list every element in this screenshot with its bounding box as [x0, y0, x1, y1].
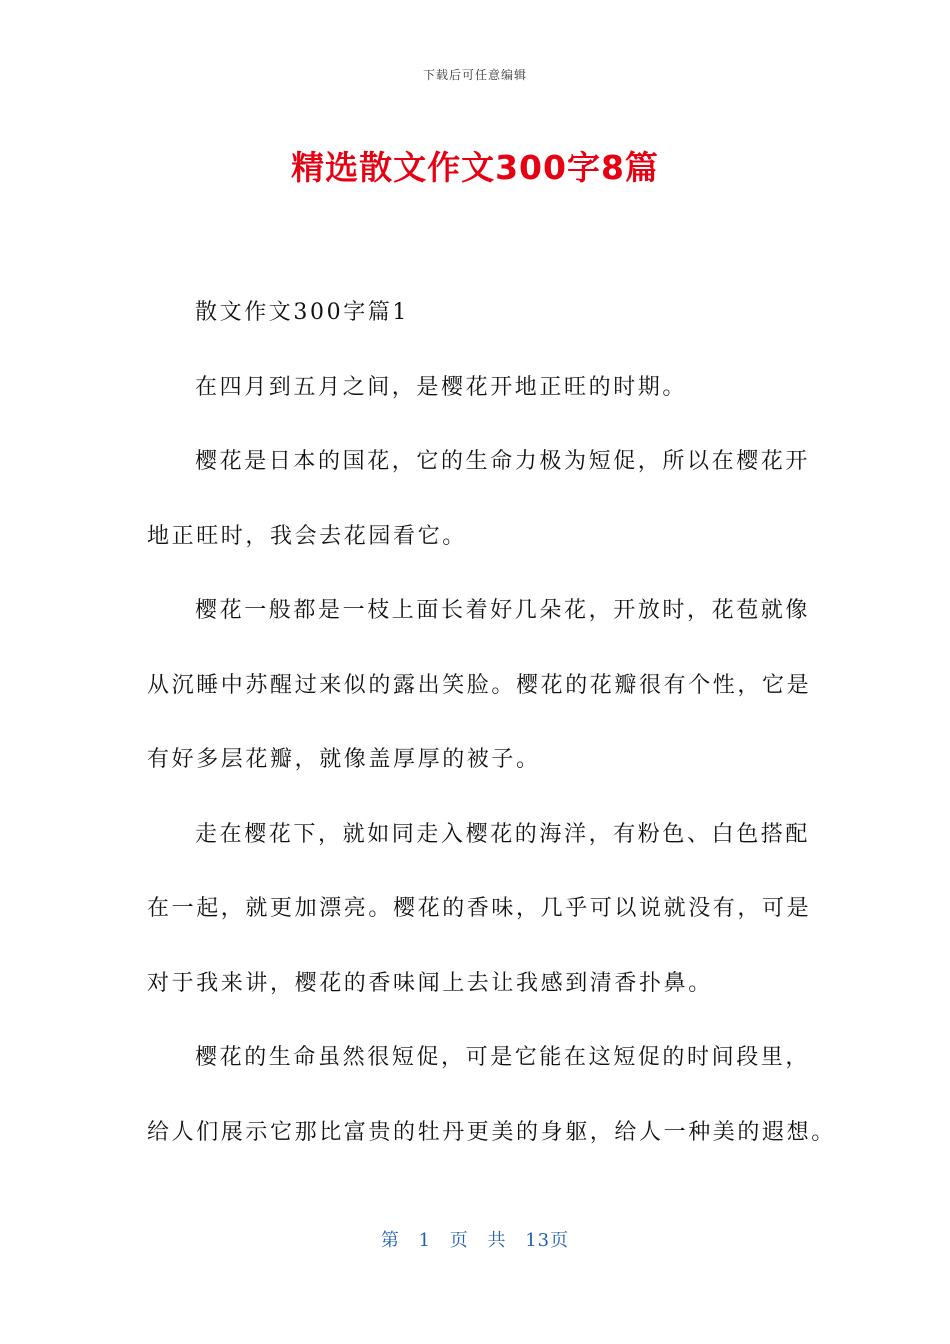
page-number-footer	[0, 1226, 950, 1252]
footer-page-word: 页	[449, 1230, 469, 1251]
text-line: 地正旺时，我会去花园看它。	[147, 523, 467, 549]
footer-current-page: 1	[418, 1230, 432, 1251]
text-line: 散文作文300字篇1	[195, 300, 409, 325]
text-line: 樱花一般都是一枝上面长着好几朵花，开放时，花苞就像	[195, 598, 811, 623]
footer-total-pages: 13页	[525, 1230, 570, 1251]
text-line: 在一起，就更加漂亮。樱花的香味，几乎可以说就没有，可是	[147, 896, 812, 921]
text-line: 走在樱花下，就如同走入樱花的海洋，有粉色、白色搭配	[195, 821, 811, 847]
footer-prefix: 第	[380, 1230, 400, 1251]
text-line: 给人们展示它那比富贵的牡丹更美的身躯，给人一种美的遐想。	[147, 1119, 836, 1145]
text-line: 樱花的生命虽然很短促，可是它能在这短促的时间段里，	[195, 1045, 811, 1070]
text-line: 从沉睡中苏醒过来似的露出笑脸。樱花的花瓣很有个性，它是	[147, 672, 812, 698]
text-line: 对于我来讲，樱花的香味闻上去让我感到清香扑鼻。	[147, 970, 713, 996]
paragraph	[147, 798, 812, 1022]
document-title: 精选散文作文300字8篇	[291, 148, 659, 187]
paragraph	[147, 574, 812, 798]
footer-total-word: 共	[487, 1230, 507, 1251]
paragraph	[147, 351, 807, 426]
text-line: 在四月到五月之间，是樱花开地正旺的时期。	[195, 374, 688, 400]
paragraph	[147, 276, 807, 351]
document-body	[147, 276, 836, 1170]
page-header-note: 下载后可任意编辑	[422, 68, 527, 82]
text-line: 樱花是日本的国花，它的生命力极为短促，所以在樱花开	[195, 449, 811, 474]
text-line: 有好多层花瓣，就像盖厚厚的被子。	[147, 747, 541, 772]
paragraph	[147, 425, 811, 574]
paragraph	[147, 1021, 836, 1170]
